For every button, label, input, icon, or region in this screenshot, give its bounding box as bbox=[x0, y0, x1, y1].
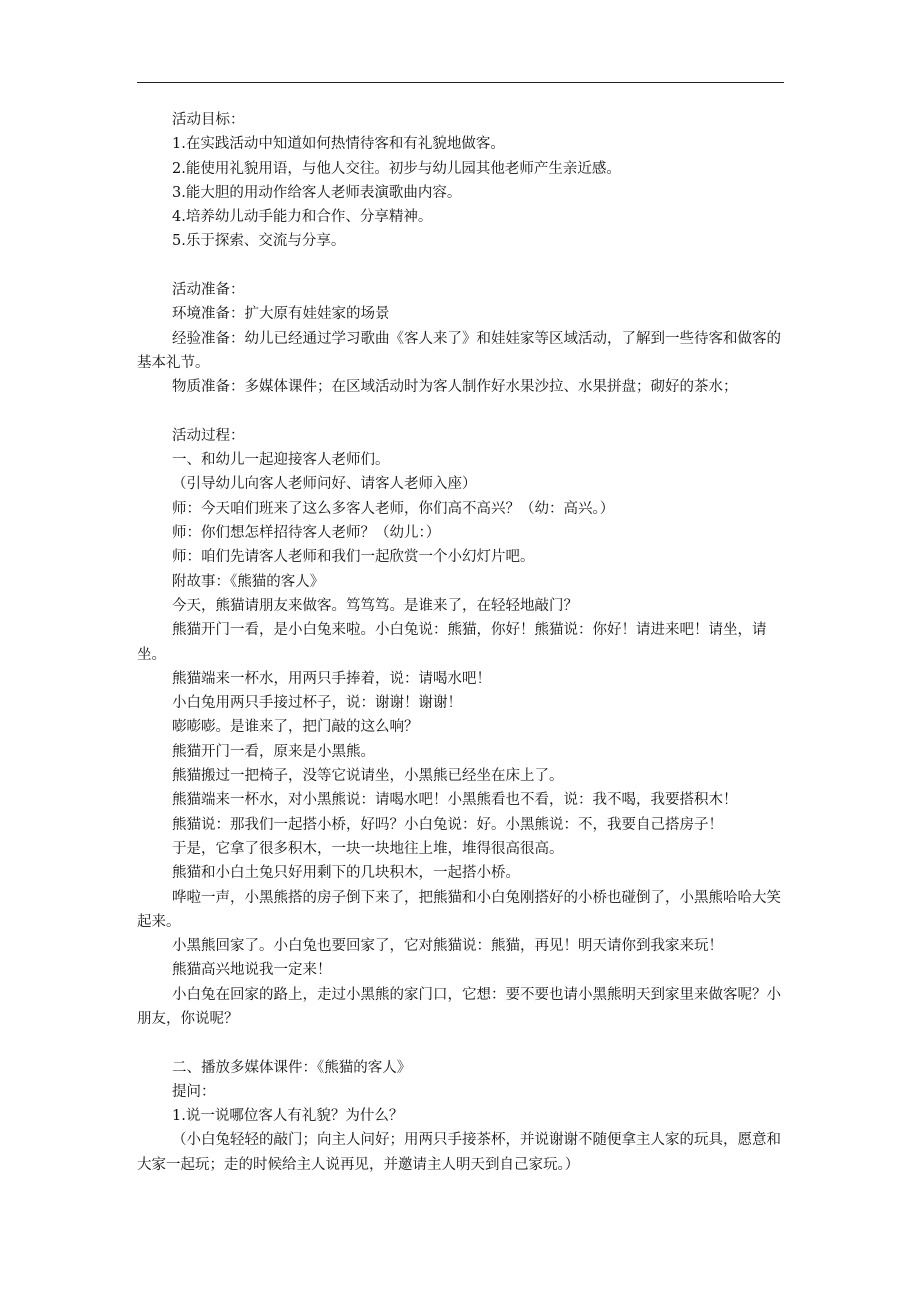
process-line: 师：咱们先请客人老师和我们一起欣赏一个小幻灯片吧。 bbox=[172, 549, 535, 566]
story-line: 熊猫开门一看，是小白兔来啦。小白兔说：熊猫，你好！熊猫说：你好！请进来吧！请坐，请坐。 bbox=[137, 622, 767, 663]
media-heading: 二、播放多媒体课件：《熊猫的客人》 bbox=[172, 1059, 412, 1076]
goal-item: 2.能使用礼貌用语，与他人交往。初步与幼儿园其他老师产生亲近感。 bbox=[172, 160, 621, 177]
story-line: 熊猫高兴地说我一定来！ bbox=[172, 962, 332, 979]
prep-materials: 物质准备：多媒体课件；在区域活动时为客人制作好水果沙拉、水果拼盘；砌好的茶水； bbox=[172, 379, 738, 396]
story-line: 熊猫搬过一把椅子，没等它说请坐，小黑熊已经坐在床上了。 bbox=[172, 768, 564, 785]
story-line: 熊猫和小白土兔只好用剩下的几块积木，一起搭小桥。 bbox=[172, 865, 520, 882]
story-line: 小白兔在回家的路上，走过小黑熊的家门口，它想：要不要也请小黑熊明天到家里来做客呢？小朋友，你说呢？ bbox=[137, 986, 781, 1027]
prep-heading: 活动准备： bbox=[172, 282, 245, 299]
story-line: 哗啦一声，小黑熊搭的房子倒下来了，把熊猫和小白兔刚搭好的小桥也碰倒了，小黑熊哈哈大笑起来。 bbox=[137, 889, 781, 930]
story-line: 于是，它拿了很多积木，一块一块地往上堆，堆得很高很高。 bbox=[172, 840, 564, 857]
header-rule bbox=[137, 82, 784, 83]
story-line: 熊猫端来一杯水，对小黑熊说：请喝水吧！小黑熊看也不看，说：我不喝，我要搭积木！ bbox=[172, 792, 738, 809]
process-line: 师：今天咱们班来了这么多客人老师，你们高不高兴？（幼：高兴。） bbox=[172, 500, 615, 517]
prep-experience: 经验准备：幼儿已经通过学习歌曲《客人来了》和娃娃家等区域活动，了解到一些待客和做客的基本礼节。 bbox=[137, 330, 781, 371]
document-body bbox=[137, 108, 787, 1177]
story-line: 小白兔用两只手接过杯子，说：谢谢！谢谢！ bbox=[172, 695, 462, 712]
goal-item: 3.能大胆的用动作给客人老师表演歌曲内容。 bbox=[172, 184, 462, 201]
story-line: 熊猫说：那我们一起搭小桥，好吗？小白兔说：好。小黑熊说：不，我要自己搭房子！ bbox=[172, 816, 723, 833]
goal-item: 4.培养幼儿动手能力和合作、分享精神。 bbox=[172, 209, 433, 226]
goal-item: 5.乐于探索、交流与分享。 bbox=[172, 233, 346, 250]
story-line: 嘭嘭嘭。是谁来了，把门敲的这么响？ bbox=[172, 719, 419, 736]
goal-item: 1.在实践活动中知道如何热情待客和有礼貌地做客。 bbox=[172, 136, 505, 153]
story-line: 熊猫端来一杯水，用两只手捧着，说：请喝水吧！ bbox=[172, 670, 491, 687]
question-1: 1.说一说哪位客人有礼貌？为什么？ bbox=[172, 1108, 404, 1125]
story-line: 小黑熊回家了。小白兔也要回家了，它对熊猫说：熊猫，再见！明天请你到我家来玩！ bbox=[172, 938, 723, 955]
process-line: 一、和幼儿一起迎接客人老师们。 bbox=[172, 452, 390, 469]
process-line: 师：你们想怎样招待客人老师？（幼儿：） bbox=[172, 525, 441, 542]
process-line: （引导幼儿向客人老师问好、请客人老师入座） bbox=[172, 476, 477, 493]
process-heading: 活动过程： bbox=[172, 427, 245, 444]
story-line: 今天，熊猫请朋友来做客。笃笃笃。是谁来了，在轻轻地敲门？ bbox=[172, 597, 578, 614]
goals-heading: 活动目标： bbox=[172, 112, 245, 128]
question-label: 提问： bbox=[172, 1083, 216, 1100]
story-title: 附故事：《熊猫的客人》 bbox=[172, 573, 325, 590]
story-line: 熊猫开门一看，原来是小黑熊。 bbox=[172, 743, 375, 760]
prep-environment: 环境准备：扩大原有娃娃家的场景 bbox=[172, 306, 390, 323]
answer-1: （小白兔轻轻的敲门；向主人问好；用两只手接茶杯，并说谢谢不随便拿主人家的玩具，愿意和大家一起玩；走的时候给主人说再见，并邀请主人明天到自己家玩。） bbox=[137, 1132, 781, 1173]
